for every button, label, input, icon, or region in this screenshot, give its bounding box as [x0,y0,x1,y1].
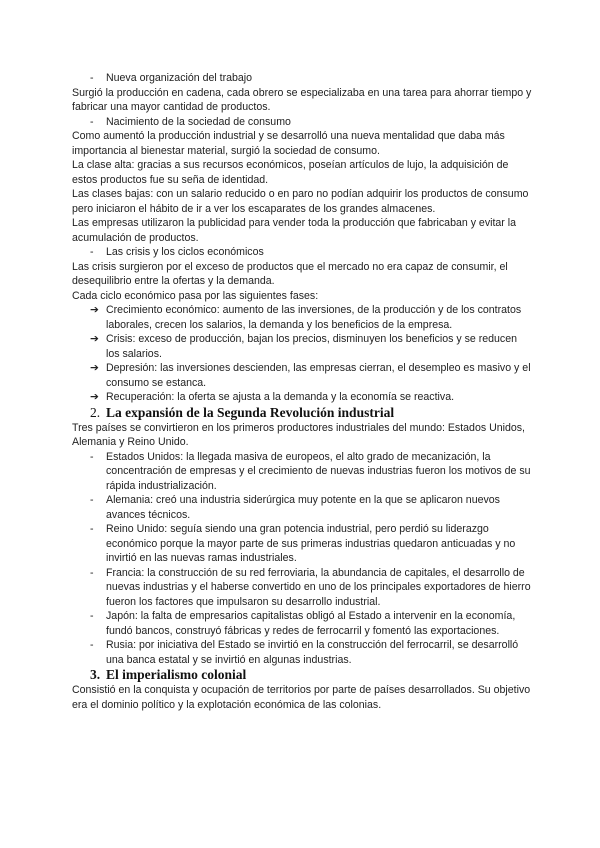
country-text: Reino Unido: seguía siendo una gran potencia industrial, pero perdió su liderazgo económico porque la mayor parte de sus primeras industrias quedaron anticuadas y no invirtió en las nuevas ramas industriales. [106,523,516,564]
arrow-icon: ➔ [90,362,99,374]
list-item-text: Nueva organización del trabajo [106,72,253,84]
country-item [72,493,532,522]
paragraph: Las crisis surgieron por el exceso de productos que el mercado no era capaz de consumir, el desequilibrio entre la ofertas y la demanda. [72,260,508,287]
paragraph: Tres países se convirtieron en los primeros productores industriales del mundo: Estados Unidos, Alemania y Reino Unido. [72,421,526,448]
dash-marker: - [90,610,94,622]
phase-item [72,390,532,405]
paragraph: Como aumentó la producción industrial y se desarrolló una nueva mentalidad que daba más importancia al bienestar material, surgió la sociedad de consumo. [72,130,505,157]
phase-item [72,303,532,332]
country-item [72,566,532,610]
list-item-text: Nacimiento de la sociedad de consumo [106,115,291,128]
paragraph: Consistió en la conquista y ocupación de territorios por parte de países desarrollados. Su objetivo era el dominio político y la explotación económica de las colonias. [72,684,531,711]
document-body [72,71,532,712]
country-text: Alemania: creó una industria siderúrgica muy potente en la que se aplicaron nuevos avances técnicos. [106,494,500,521]
paragraph: Las empresas utilizaron la publicidad para vender toda la producción que fabricaban y evitar la acumulación de productos. [72,217,517,244]
section-title: El imperialismo colonial [106,667,247,682]
country-text: Estados Unidos: la llegada masiva de europeos, el alto grado de mecanización, la concentración de empresas y el crecimiento de nuevas industrias fueron los motivos de su rápida industrialización. [106,450,531,492]
list-item [72,71,532,86]
section-heading [72,405,532,421]
country-item [72,522,532,566]
country-text: Rusia: por iniciativa del Estado se invirtió en la construcción del ferrocarril, se desarrolló una banca estatal y se invirtió en algunas industrias. [106,639,519,666]
phase-text: Crisis: exceso de producción, bajan los precios, disminuyen los beneficios y se reducen los salarios. [106,333,518,360]
dash-marker: - [90,246,94,258]
section-title: La expansión de la Segunda Revolución industrial [106,404,395,420]
phase-item [72,332,532,361]
dash-marker: - [90,115,94,128]
phase-text: Crecimiento económico: aumento de las inversiones, de la producción y de los contratos laborales, crecen los salarios, la demanda y los beneficios de la empresa. [106,304,522,331]
list-item-text: Las crisis y los ciclos económicos [106,246,264,258]
paragraph: Las clases bajas: con un salario reducido o en paro no podían adquirir los productos de consumo pero iniciaron el hábito de ir a ver los escaparates de los grandes almacenes. [72,188,529,215]
dash-marker: - [90,72,94,84]
paragraph: Surgió la producción en cadena, cada obrero se especializaba en una tarea para ahorrar tiempo y fabricar una mayor cantidad de productos. [72,86,532,113]
phase-text: Recuperación: la oferta se ajusta a la demanda y la economía se reactiva. [106,391,455,403]
paragraph: Cada ciclo económico pasa por las siguientes fases: [72,289,319,302]
dash-marker: - [90,494,94,506]
dash-marker: - [90,523,94,535]
phase-text: Depresión: las inversiones descienden, las empresas cierran, el desempleo es masivo y el consumo se estanca. [106,362,531,389]
country-text: Francia: la construcción de su red ferroviaria, la abundancia de capitales, el desarrollo de nuevas industrias y el haberse convertido en uno de los principales exportadores de hierro fueron los factores que impulsaron su desarrollo industrial. [106,566,531,608]
country-item [72,638,532,667]
list-item [72,245,532,260]
country-item [72,450,532,494]
list-item [72,115,532,130]
country-item [72,609,532,638]
dash-marker: - [90,566,94,579]
dash-marker: - [90,450,94,463]
section-number: 3. [90,667,101,682]
arrow-icon: ➔ [90,333,99,345]
section-number: 2. [90,404,101,420]
dash-marker: - [90,639,94,651]
arrow-icon: ➔ [90,391,99,403]
paragraph: La clase alta: gracias a sus recursos económicos, poseían artículos de lujo, la adquisición de estos productos fue su seña de identidad. [72,159,509,186]
section-heading [72,667,532,683]
country-text: Japón: la falta de empresarios capitalistas obligó al Estado a intervenir en la economía, fundó bancos, construyó fábricas y redes de ferrocarril y fomentó las exportaciones. [106,610,516,637]
phase-item [72,361,532,390]
arrow-icon: ➔ [90,304,99,316]
